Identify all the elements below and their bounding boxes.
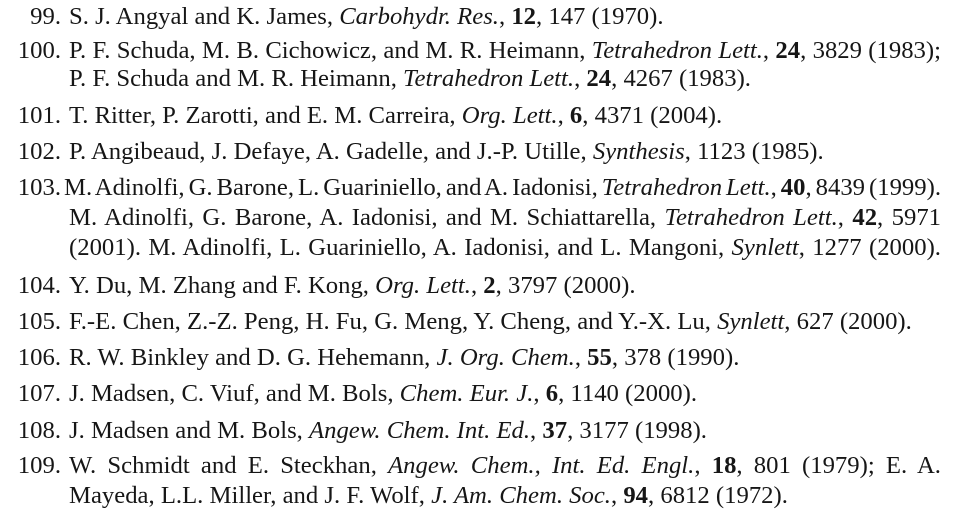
reference-number: 107. [17,380,61,407]
reference-text: R. W. Binkley and D. G. Hehemann, [69,344,437,371]
journal-title: Synlett [731,234,799,261]
reference-number: 101. [17,102,61,129]
reference-text: , 3829 (1983); [800,37,941,64]
reference-text: P. F. Schuda, M. B. Cichowicz, and M. R. Heimann, [69,37,592,64]
reference-text: , [770,174,781,201]
reference-text: W. Schmidt and E. Steckhan, [69,452,389,479]
reference-line [69,417,707,445]
volume-number: 2 [483,272,496,299]
reference-number: 109. [17,452,61,479]
reference-text: , 6812 (1972). [648,482,788,509]
journal-title: Synlett [717,308,785,335]
reference-text: F.-E. Chen, Z.-Z. Peng, H. Fu, G. Meng, Y. Cheng, and Y.-X. Lu, [69,308,718,335]
journal-title: Tetrahedron Lett. [591,37,763,64]
reference-line [69,344,739,372]
reference-number: 100. [17,37,61,64]
reference-line [69,452,941,480]
volume-number: 37 [542,417,568,444]
reference-text: , 3797 (2000). [495,272,636,299]
volume-number: 24 [586,65,612,92]
journal-title: J. Am. Chem. Soc. [431,482,611,509]
reference-text: P. Angibeaud, J. Defaye, A. Gadelle, and J.-P. Utille, [69,138,593,165]
reference-text: , 8439 (1999). [805,174,941,201]
reference-text: , 627 (2000). [784,308,912,335]
reference-number: 99. [30,3,61,30]
reference-text: , 4371 (2004). [582,102,723,129]
reference-text: (2001). M. Adinolfi, L. Guariniello, A. Iadonisi, and L. Mangoni, [69,234,732,261]
reference-text: , 3177 (1998). [567,417,707,444]
reference-line [69,272,636,300]
reference-text: , 1140 (2000). [558,380,698,407]
journal-title: Synthesis [592,138,685,165]
reference-number: 104. [17,272,61,299]
reference-number: 103. [17,174,61,201]
reference-line [69,3,664,31]
journal-title: Tetrahedron Lett. [403,65,575,92]
journal-title: Org. Lett. [375,272,471,299]
reference-line [69,308,912,336]
reference-line [69,482,788,510]
reference-text: , [574,65,587,92]
reference-text: Mayeda, L.L. Miller, and J. F. Wolf, [69,482,432,509]
reference-text: , 378 (1990). [611,344,740,371]
reference-text: , 4267 (1983). [611,65,751,92]
reference-text: , [694,452,712,479]
reference-text: T. Ritter, P. Zarotti, and E. M. Carreira, [69,102,462,129]
reference-number: 108. [17,417,61,444]
reference-text: , 147 (1970). [536,3,664,30]
reference-line [69,102,722,130]
volume-number: 6 [569,102,583,129]
journal-title: J. Org. Chem. [436,344,575,371]
reference-text: , [762,37,776,64]
reference-line [69,380,697,408]
journal-title: Angew. Chem. Int. Ed. [309,417,531,444]
reference-text: Y. Du, M. Zhang and F. Kong, [69,272,376,299]
volume-number: 55 [587,344,612,371]
reference-text: J. Madsen and M. Bols, [69,417,310,444]
journal-title: Carbohydr. Res. [339,3,499,30]
volume-number: 94 [623,482,649,509]
volume-number: 24 [775,37,801,64]
journal-title: Org. Lett. [461,102,558,129]
reference-line [69,204,941,232]
volume-number: 42 [852,204,878,231]
journal-title: Tetrahedron Lett. [664,204,838,231]
reference-text: , [574,344,588,371]
reference-text: , [557,102,570,129]
reference-text: , [837,204,853,231]
reference-line [64,174,941,202]
journal-title: Tetrahedron Lett. [601,174,771,201]
reference-text: J. Madsen, C. Viuf, and M. Bols, [69,380,400,407]
reference-number: 102. [17,138,61,165]
reference-text: , 1277 (2000). [798,234,941,261]
journal-title: Angew. Chem., Int. Ed. Engl. [388,452,695,479]
reference-line [69,234,941,262]
reference-text: , [533,380,546,407]
reference-text: P. F. Schuda and M. R. Heimann, [69,65,404,92]
reference-text: , [498,3,512,30]
reference-line [69,138,824,166]
journal-title: Chem. Eur. J. [399,380,534,407]
reference-number: 105. [17,308,61,335]
reference-text: , 5971 [877,204,942,231]
volume-number: 40 [780,174,806,201]
reference-text: M. Adinolfi, G. Barone, A. Iadonisi, and M. Schiattarella, [69,204,665,231]
volume-number: 6 [545,380,559,407]
reference-text: , [470,272,484,299]
volume-number: 18 [711,452,737,479]
reference-text: , [610,482,624,509]
reference-line [69,65,751,93]
volume-number: 12 [511,3,536,30]
reference-text: , 801 (1979); E. A. [736,452,941,479]
reference-text: S. J. Angyal and K. James, [69,3,340,30]
reference-number: 106. [17,344,61,371]
reference-line [69,37,941,65]
reference-text: , [530,417,543,444]
reference-text: M. Adinolfi, G. Barone, L. Guariniello, and A. Iadonisi, [64,174,602,201]
reference-text: , 1123 (1985). [684,138,824,165]
